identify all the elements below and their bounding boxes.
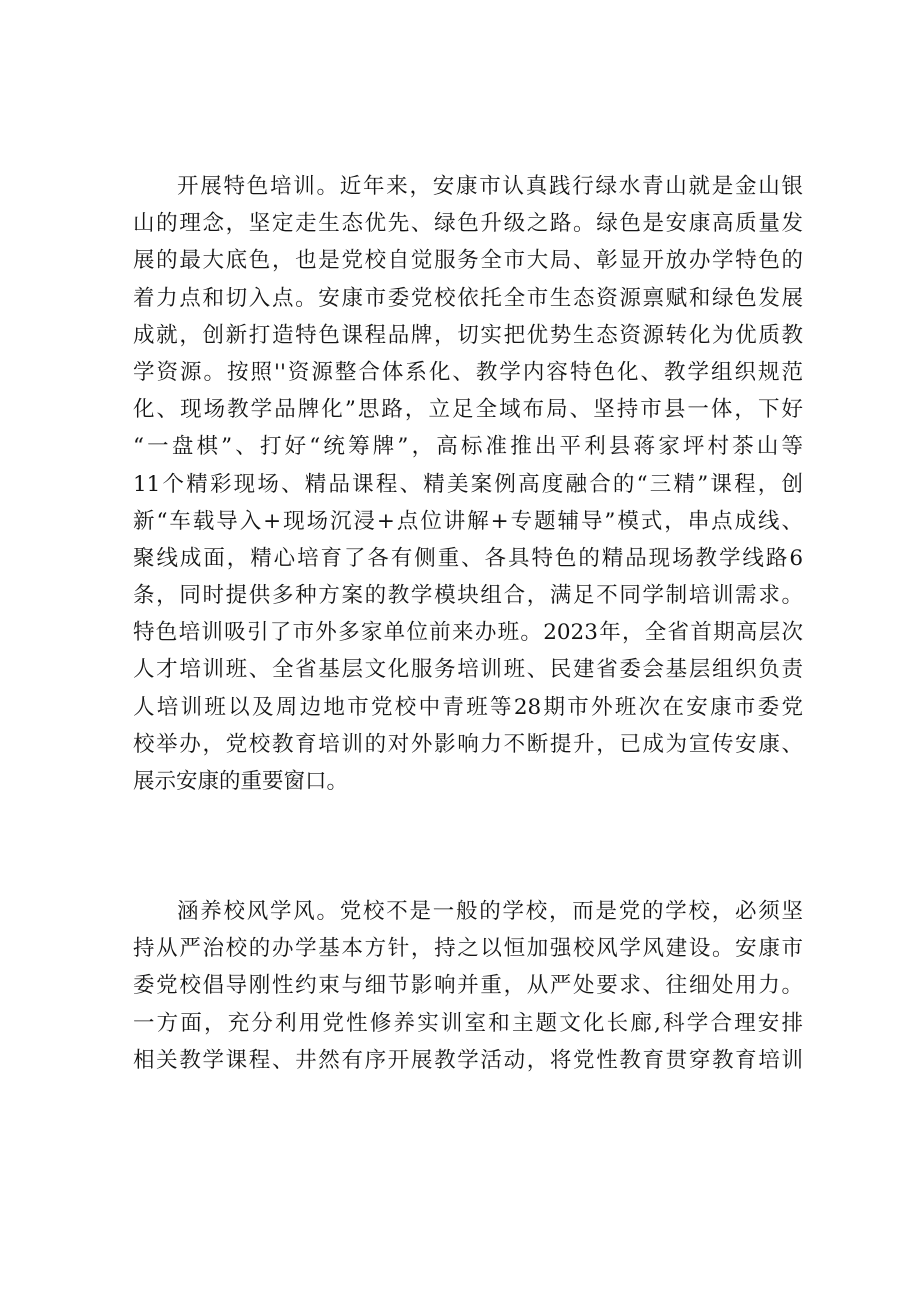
paragraph-line: 山的理念，坚定走生态优先、绿色升级之路。绿色是安康高质量发 [133, 211, 803, 237]
paragraph-school-style [133, 893, 803, 1079]
paragraph-line: 学资源。按照''资源整合体系化、教学内容特色化、教学组织规范 [133, 359, 803, 385]
paragraph-line: 持从严治校的办学基本方针，持之以恒加强校风学风建设。安康市 [133, 936, 803, 962]
paragraph-line: “一盘棋”、打好“统筹牌”，高标准推出平利县蒋家坪村茶山等 [133, 434, 803, 460]
paragraph-line: 开展特色培训。近年来，安康市认真践行绿水青山就是金山银 [177, 174, 803, 199]
paragraph-line: 委党校倡导刚性约束与细节影响并重，从严处要求、往细处用力。 [133, 973, 803, 999]
paragraph-line: 展的最大底色，也是党校自觉服务全市大局、彰显开放办学特色的 [133, 248, 803, 274]
paragraph-line: 11个精彩现场、精品课程、精美案例高度融合的“三精”课程，创 [133, 471, 803, 497]
paragraph-line: 展示安康的重要窗口。 [133, 769, 349, 794]
paragraph-line: 人才培训班、全省基层文化服务培训班、民建省委会基层组织负责 [133, 657, 803, 683]
paragraph-line: 新“车载导入+现场沉浸+点位讲解+专题辅导”模式，串点成线、 [133, 508, 803, 534]
paragraph-special-training [133, 168, 803, 800]
paragraph-line: 特色培训吸引了市外多家单位前来办班。2023年，全省首期高层次 [133, 620, 803, 646]
paragraph-line: 聚线成面，精心培育了各有侧重、各具特色的精品现场教学线路6 [133, 545, 803, 571]
paragraph-line: 人培训班以及周边地市党校中青班等28期市外班次在安康市委党 [133, 694, 803, 720]
paragraph-line: 涵养校风学风。党校不是一般的学校，而是党的学校，必须坚 [177, 899, 803, 924]
paragraph-line: 条，同时提供多种方案的教学模块组合，满足不同学制培训需求。 [133, 583, 803, 609]
paragraph-line: 校举办，党校教育培训的对外影响力不断提升，已成为宣传安康、 [133, 731, 803, 757]
paragraph-line: 相关教学课程、井然有序开展教学活动，将党性教育贯穿教育培训 [133, 1047, 803, 1073]
paragraph-line: 化、现场教学品牌化”思路，立足全域布局、坚持市县一体，下好 [133, 397, 803, 423]
paragraph-line: 一方面，充分利用党性修养实训室和主题文化长廊,科学合理安排 [133, 1010, 803, 1036]
paragraph-line: 成就，创新打造特色课程品牌，切实把优势生态资源转化为优质教 [133, 322, 803, 348]
paragraph-line: 着力点和切入点。安康市委党校依托全市生态资源禀赋和绿色发展 [133, 285, 803, 311]
